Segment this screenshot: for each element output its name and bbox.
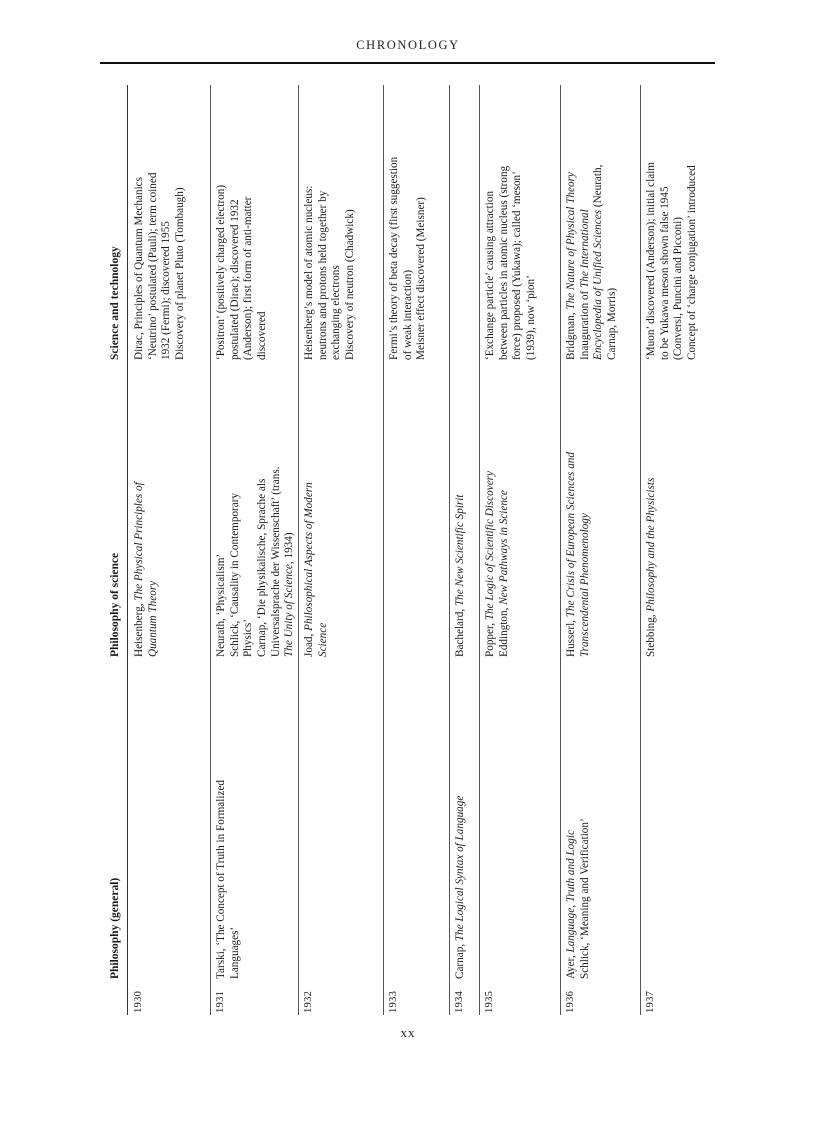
cell-line [402,85,416,360]
cell-line [579,669,593,979]
cell-text: Popper, [484,620,496,657]
cell-text: Eddington, [497,604,510,657]
table-header-row [100,85,128,1015]
science-cell [565,85,620,360]
italic-title-text: Philosophy and the Physicists [645,477,657,612]
cell-line [454,669,468,979]
cell-text: ‘Positron’ (positively charged electron) [215,184,227,360]
cell-line [484,377,498,657]
italic-title-text: The New Scientific Spirit [454,494,466,607]
italic-title-text: The Logic of Scientific Discovery [484,471,496,621]
italic-title-text: The Nature of Physical Theory [565,172,577,310]
cell-text: Schlick, ‘Causality in Contemporary [228,492,241,657]
cell-line [645,85,659,360]
cell-text: postulated (Dirac); discovered 1932 [228,199,241,360]
cell-text: Universalsprache der Wissenschaft’ (trans. [269,466,282,657]
cell-line [344,85,358,360]
cell-text: Discovery of planet Pluto (Tombaugh) [173,187,186,360]
cell-line [565,85,579,360]
philosophy-of-science-cell [645,377,659,657]
philosophy-of-science-cell [133,377,160,657]
cell-line [174,85,188,360]
cell-text: (Neurath, [592,164,605,210]
cell-line [525,85,539,360]
cell-text: discovered [255,311,268,360]
cell-text: Stebbing, [645,611,657,657]
science-cell [303,85,358,360]
chronology-table-body [100,85,715,1015]
table-row [640,85,715,1015]
cell-line [256,377,270,657]
italic-title-text: The Physical Principles of [133,482,145,601]
science-cell [388,85,429,360]
italic-title-text: The Crisis of European Sciences and [565,452,577,618]
cell-line [242,377,256,657]
italic-title-text: Science [316,622,329,657]
italic-title-text: The International [578,209,591,288]
science-cell [484,85,539,360]
year-cell: 1930 [133,990,144,1013]
year-cell: 1935 [484,990,495,1013]
header-rule [100,62,715,64]
cell-text: Heisenberg, [133,600,145,657]
general-cell [215,669,242,979]
cell-text: ‘Exchange particle’ causing attraction [484,190,496,360]
cell-line [303,85,317,360]
page-number: xx [400,1025,416,1040]
cell-line [242,85,256,360]
general-cell [454,669,468,979]
cell-text: (1939), now ‘pion’ [524,275,537,360]
cell-line [330,85,344,360]
cell-text: Schlick, ‘Meaning and Verification’ [578,818,591,979]
cell-line [133,377,147,657]
cell-text: Dirac, [133,329,145,360]
cell-line [659,85,673,360]
cell-text: ‘Muon’ discovered (Anderson); initial claim [645,161,657,360]
general-cell [565,669,592,979]
cell-line [229,377,243,657]
cell-line [303,377,317,657]
cell-line [498,85,512,360]
cell-text: Tarski, ‘The Concept of Truth in Formalized [215,779,227,979]
cell-text: Inauguration of [578,287,591,360]
cell-text: , 1934) [283,532,296,565]
cell-line [215,377,229,657]
italic-title-text: Language, Truth and Logic [565,830,577,953]
cell-line [454,377,468,657]
cell-text: neutrons and protons held together by [316,190,329,360]
cell-text: between particles in atomic nucleus (strong [497,165,510,360]
cell-text: Heisenberg’s model of atomic nucleus: [303,185,315,360]
running-head: CHRONOLOGY [356,38,460,52]
cell-line [317,377,331,657]
cell-line [160,85,174,360]
column-header-general: Philosophy (general) [109,877,121,979]
table-row [383,85,450,1015]
year-cell: 1934 [454,990,465,1013]
philosophy-of-science-cell [215,377,297,657]
column-header-science: Science and technology [109,246,121,360]
cell-text: to be Yukawa meson shown false 1945 [658,186,671,360]
cell-text: Meisner effect discovered (Meisner) [415,197,428,360]
column-header-philosophy-of-science: Philosophy of science [109,552,121,657]
cell-text: force) proposed (Yukawa); called ‘meson’ [511,171,524,360]
cell-line [565,377,579,657]
cell-line [592,85,606,360]
cell-line [415,85,429,360]
cell-line [686,85,700,360]
cell-line [484,85,498,360]
cell-line [270,377,284,657]
cell-line [645,377,659,657]
cell-text: Languages’ [228,926,241,979]
table-row [298,85,384,1015]
cell-line [511,85,525,360]
cell-text: of weak interaction) [401,269,414,360]
cell-text: Bridgman, [565,309,577,360]
cell-line [672,85,686,360]
year-cell: 1932 [303,990,314,1013]
cell-text: Neurath, ‘Physicalism’ [215,553,227,657]
year-cell: 1933 [388,990,399,1013]
cell-text: ‘Neutrino’ postulated (Pauli); term coined [146,172,159,360]
cell-line [147,377,161,657]
philosophy-of-science-cell [454,377,468,657]
cell-line [579,85,593,360]
philosophy-of-science-cell [484,377,511,657]
cell-line [388,85,402,360]
cell-text: Husserl, [565,617,577,657]
year-cell: 1936 [565,990,576,1013]
cell-text: 1932 (Fermi); discovered 1955 [160,221,173,360]
cell-line [133,85,147,360]
cell-text: (Conversi, Puncini and Picconi) [672,217,685,360]
cell-line [215,85,229,360]
cell-line [283,377,297,657]
cell-text: Joad, [303,630,315,657]
cell-line [498,377,512,657]
cell-line [229,669,243,979]
cell-line [229,85,243,360]
cell-line [317,85,331,360]
cell-text: Concept of ‘charge conjugation’ introduced [685,165,698,360]
italic-title-text: The Unity of Science [283,564,296,657]
cell-text: exchanging electrons [330,265,343,360]
philosophy-of-science-cell [303,377,330,657]
table-row [449,85,480,1015]
cell-line [147,85,161,360]
year-cell: 1931 [215,990,226,1013]
cell-text: Bachelard, [454,606,466,657]
cell-line [565,669,579,979]
cell-text: Carnap, Morris) [605,287,618,360]
cell-line [579,377,593,657]
italic-title-text: Quantum Theory [146,580,159,657]
italic-title-text: Encyclopedia of Unified Sciences [592,209,605,360]
year-cell: 1937 [645,990,656,1013]
italic-title-text: New Pathways in Science [497,490,510,605]
table-row [128,85,211,1015]
chronology-table [100,85,715,1015]
cell-text: Carnap, ‘Die physikalische, Sprache als [255,478,268,657]
cell-text: Principles of Quantum Mechanics [133,176,145,330]
cell-line [606,85,620,360]
science-cell [133,85,188,360]
table-row [210,85,299,1015]
cell-text: (Anderson); first form of anti-matter [242,196,255,360]
science-cell [215,85,270,360]
italic-title-text: Transcendental Phenomenology [578,513,591,657]
table-row [560,85,641,1015]
cell-line [215,669,229,979]
cell-text: Physics’ [242,619,255,657]
science-cell [645,85,700,360]
cell-text: Carnap, [454,941,466,979]
table-row [479,85,561,1015]
cell-text: Discovery of neutron (Chadwick) [343,209,356,360]
cell-text: Fermi’s theory of beta decay (first suggestion [388,156,400,360]
italic-title-text: Philosophical Aspects of Modern [303,482,315,631]
philosophy-of-science-cell [565,377,592,657]
italic-title-text: The Logical Syntax of Language [454,795,466,942]
cell-line [256,85,270,360]
cell-text: Ayer, [565,952,577,979]
